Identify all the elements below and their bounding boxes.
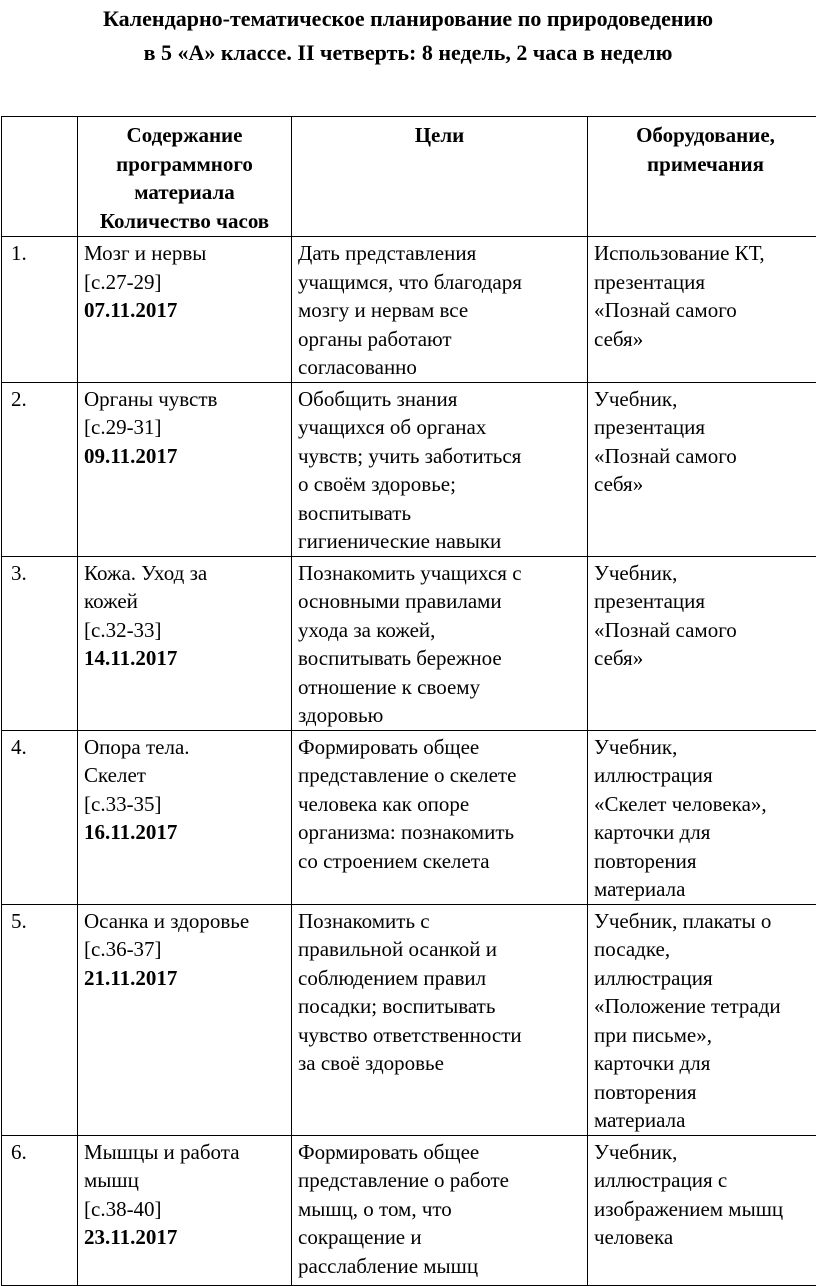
row-goals <box>292 556 588 730</box>
lesson-date: 14.11.2017 <box>84 644 285 673</box>
title-line-2: в 5 «А» классе. II четверть: 8 недель, 2 часа в неделю <box>0 36 816 70</box>
row-equipment <box>588 730 816 904</box>
row-content <box>78 382 292 556</box>
equipment-line: «Познай самого <box>594 442 816 471</box>
row-goals <box>292 730 588 904</box>
header-equipment-line: примечания <box>594 150 816 179</box>
header-equipment <box>588 117 816 237</box>
header-content-line: Содержание <box>84 121 285 150</box>
equipment-line: Учебник, <box>594 1138 816 1167</box>
table-row <box>2 237 816 383</box>
header-goals: Цели <box>292 117 588 237</box>
equipment-line: себя» <box>594 470 816 499</box>
row-number: 1. <box>2 237 78 383</box>
equipment-line: «Скелет человека», <box>594 790 816 819</box>
row-equipment <box>588 904 816 1135</box>
topic-line: Скелет <box>84 761 285 790</box>
goals-line: человека как опоре <box>298 790 581 819</box>
page-title <box>0 2 816 70</box>
equipment-line: иллюстрация с <box>594 1166 816 1195</box>
equipment-line: Учебник, <box>594 385 816 414</box>
header-content-line: материала <box>84 178 285 207</box>
goals-line: сокращение и <box>298 1223 581 1252</box>
equipment-line: иллюстрация <box>594 964 816 993</box>
table-row <box>2 904 816 1135</box>
equipment-line: материала <box>594 1106 816 1135</box>
equipment-line: посадке, <box>594 935 816 964</box>
lesson-date: 07.11.2017 <box>84 296 285 325</box>
equipment-line: при письме», <box>594 1021 816 1050</box>
equipment-line: Использование КТ, <box>594 239 816 268</box>
goals-line: органы работают <box>298 325 581 354</box>
topic-line: Осанка и здоровье <box>84 907 285 936</box>
title-line-1: Календарно-тематическое планирование по природоведению <box>0 2 816 36</box>
goals-line: представление о скелете <box>298 761 581 790</box>
lesson-date: 21.11.2017 <box>84 964 285 993</box>
pages: [с.38-40] <box>84 1195 285 1224</box>
row-content <box>78 237 292 383</box>
row-equipment <box>588 1135 816 1285</box>
lesson-date: 16.11.2017 <box>84 818 285 847</box>
goals-line: правильной осанкой и <box>298 935 581 964</box>
equipment-line: иллюстрация <box>594 761 816 790</box>
lesson-date: 23.11.2017 <box>84 1223 285 1252</box>
row-equipment <box>588 556 816 730</box>
equipment-line: «Положение тетради <box>594 992 816 1021</box>
equipment-line: Учебник, <box>594 559 816 588</box>
goals-line: мозгу и нервам все <box>298 296 581 325</box>
equipment-line: человека <box>594 1223 816 1252</box>
topic-line: Мышцы и работа <box>84 1138 285 1167</box>
goals-line: учащихся об органах <box>298 413 581 442</box>
equipment-line: себя» <box>594 644 816 673</box>
goals-line: со строением скелета <box>298 847 581 876</box>
goals-line: о своём здоровье; <box>298 470 581 499</box>
row-goals <box>292 382 588 556</box>
goals-line: воспитывать бережное <box>298 644 581 673</box>
goals-line: Формировать общее <box>298 733 581 762</box>
goals-line: ухода за кожей, <box>298 616 581 645</box>
goals-line: посадки; воспитывать <box>298 992 581 1021</box>
table-row <box>2 1135 816 1285</box>
row-equipment <box>588 382 816 556</box>
equipment-line: презентация <box>594 587 816 616</box>
row-number: 3. <box>2 556 78 730</box>
table-header-row <box>2 117 816 237</box>
topic-line: мышц <box>84 1166 285 1195</box>
equipment-line: повторения <box>594 847 816 876</box>
pages: [с.36-37] <box>84 935 285 964</box>
topic-line: Органы чувств <box>84 385 285 414</box>
equipment-line: «Познай самого <box>594 296 816 325</box>
topic-line: кожей <box>84 587 285 616</box>
table-row <box>2 556 816 730</box>
equipment-line: Учебник, плакаты о <box>594 907 816 936</box>
equipment-line: карточки для <box>594 1049 816 1078</box>
topic-line: Мозг и нервы <box>84 239 285 268</box>
goals-line: Формировать общее <box>298 1138 581 1167</box>
header-content-line: программного <box>84 150 285 179</box>
goals-line: основными правилами <box>298 587 581 616</box>
row-content <box>78 1135 292 1285</box>
equipment-line: материала <box>594 875 816 904</box>
goals-line: Обобщить знания <box>298 385 581 414</box>
row-goals <box>292 1135 588 1285</box>
goals-line: расслабление мышц <box>298 1252 581 1281</box>
row-goals <box>292 237 588 383</box>
goals-line: представление о работе <box>298 1166 581 1195</box>
pages: [с.29-31] <box>84 413 285 442</box>
table-row <box>2 730 816 904</box>
row-number: 2. <box>2 382 78 556</box>
goals-line: Познакомить с <box>298 907 581 936</box>
equipment-line: Учебник, <box>594 733 816 762</box>
lesson-date: 09.11.2017 <box>84 442 285 471</box>
goals-line: Познакомить учащихся с <box>298 559 581 588</box>
row-content <box>78 556 292 730</box>
goals-line: учащимся, что благодаря <box>298 268 581 297</box>
row-number: 6. <box>2 1135 78 1285</box>
equipment-line: «Познай самого <box>594 616 816 645</box>
row-content <box>78 904 292 1135</box>
header-content-line: Количество часов <box>84 207 285 236</box>
equipment-line: повторения <box>594 1078 816 1107</box>
table-row <box>2 382 816 556</box>
row-number: 4. <box>2 730 78 904</box>
equipment-line: презентация <box>594 268 816 297</box>
header-number <box>2 117 78 237</box>
goals-line: воспитывать <box>298 499 581 528</box>
goals-line: соблюдением правил <box>298 964 581 993</box>
equipment-line: презентация <box>594 413 816 442</box>
row-content <box>78 730 292 904</box>
goals-line: чувств; учить заботиться <box>298 442 581 471</box>
equipment-line: карточки для <box>594 818 816 847</box>
header-equipment-line: Оборудование, <box>594 121 816 150</box>
row-number: 5. <box>2 904 78 1135</box>
planning-table <box>1 116 816 1286</box>
equipment-line: себя» <box>594 325 816 354</box>
goals-line: согласованно <box>298 353 581 382</box>
goals-line: чувство ответственности <box>298 1021 581 1050</box>
equipment-line: изображением мышц <box>594 1195 816 1224</box>
goals-line: здоровью <box>298 701 581 730</box>
goals-line: Дать представления <box>298 239 581 268</box>
goals-line: за своё здоровье <box>298 1049 581 1078</box>
row-equipment <box>588 237 816 383</box>
pages: [с.32-33] <box>84 616 285 645</box>
goals-line: гигиенические навыки <box>298 527 581 556</box>
pages: [с.27-29] <box>84 268 285 297</box>
goals-line: отношение к своему <box>298 673 581 702</box>
goals-line: мышц, о том, что <box>298 1195 581 1224</box>
header-content <box>78 117 292 237</box>
topic-line: Кожа. Уход за <box>84 559 285 588</box>
row-goals <box>292 904 588 1135</box>
pages: [с.33-35] <box>84 790 285 819</box>
goals-line: организма: познакомить <box>298 818 581 847</box>
topic-line: Опора тела. <box>84 733 285 762</box>
